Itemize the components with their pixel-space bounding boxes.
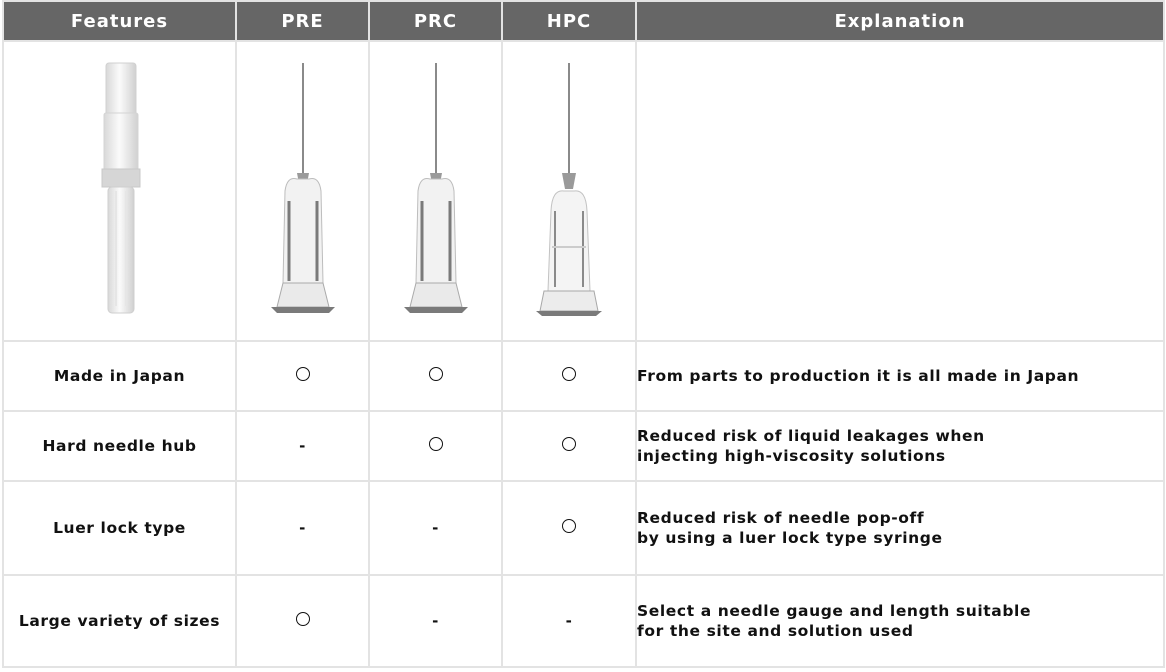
prc-needle-image	[396, 61, 476, 321]
explanation-cell	[636, 481, 1164, 575]
hpc-mark	[502, 575, 636, 667]
prc-needle-image-cell	[369, 41, 502, 341]
pre-mark	[236, 575, 369, 667]
pre-mark	[236, 411, 369, 481]
explanation-line: Reduced risk of liquid leakages when	[637, 427, 985, 445]
hpc-needle-image-cell	[502, 41, 636, 341]
dash-mark: -	[299, 437, 306, 455]
dash-mark: -	[565, 612, 573, 630]
needle-cap-image	[90, 61, 150, 321]
circle-icon	[429, 367, 443, 381]
header-prc: PRC	[369, 1, 502, 41]
pre-mark	[236, 341, 369, 411]
feature-label: Large variety of sizes	[3, 575, 236, 667]
pre-mark	[236, 481, 369, 575]
explanation-line: Reduced risk of needle pop-off	[637, 509, 925, 527]
prc-mark	[369, 411, 502, 481]
explanation-line: Select a needle gauge and length suitable	[637, 602, 1032, 620]
explanation-cell	[636, 341, 1164, 411]
circle-icon	[429, 437, 443, 451]
needle-cap-image-cell	[3, 41, 236, 341]
pre-needle-image	[263, 61, 343, 321]
explanation-image-blank	[636, 41, 1164, 341]
circle-icon	[562, 367, 576, 381]
feature-label: Hard needle hub	[3, 411, 236, 481]
explanation-line: for the site and solution used	[637, 622, 914, 640]
circle-icon	[562, 437, 576, 451]
header-hpc: HPC	[502, 1, 636, 41]
feature-label: Made in Japan	[3, 341, 236, 411]
pre-needle-image-cell	[236, 41, 369, 341]
header-features: Features	[3, 1, 236, 41]
header-row	[3, 1, 1164, 41]
hpc-mark	[502, 411, 636, 481]
dash-mark: -	[432, 612, 439, 630]
dash-mark: -	[299, 519, 306, 537]
table-row	[3, 341, 1164, 411]
header-pre: PRE	[236, 1, 369, 41]
hpc-mark	[502, 481, 636, 575]
explanation-line: From parts to production it is all made in Japan	[637, 367, 1080, 385]
table-row	[3, 481, 1164, 575]
prc-mark	[369, 575, 502, 667]
table-row	[3, 575, 1164, 667]
explanation-cell	[636, 575, 1164, 667]
dash-mark: -	[432, 519, 439, 537]
explanation-line: injecting high-viscosity solutions	[637, 447, 946, 465]
circle-icon	[296, 612, 310, 626]
comparison-table	[2, 0, 1165, 668]
circle-icon	[562, 519, 576, 533]
table-row	[3, 411, 1164, 481]
prc-mark	[369, 481, 502, 575]
image-row	[3, 41, 1164, 341]
explanation-cell	[636, 411, 1164, 481]
hpc-mark	[502, 341, 636, 411]
header-explanation: Explanation	[636, 1, 1164, 41]
hpc-needle-image	[524, 61, 614, 321]
circle-icon	[296, 367, 310, 381]
prc-mark	[369, 341, 502, 411]
explanation-line: by using a luer lock type syringe	[637, 529, 943, 547]
feature-label: Luer lock type	[3, 481, 236, 575]
